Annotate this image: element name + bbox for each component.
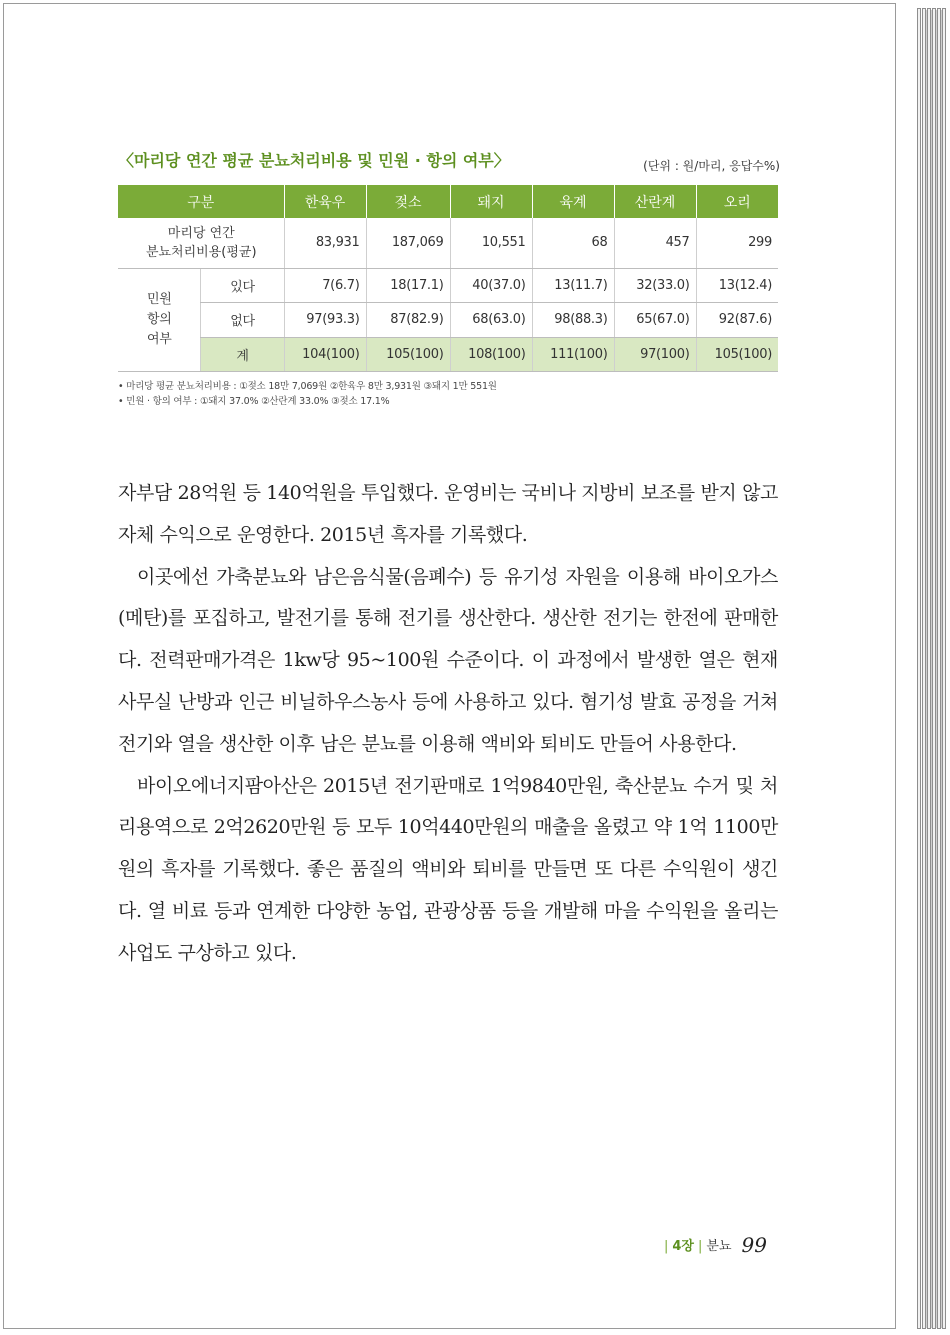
row-label-total: 계 [200, 337, 284, 371]
table-cell: 13(11.7) [532, 268, 614, 302]
table-cell: 108(100) [450, 337, 532, 371]
table-cell: 92(87.6) [696, 302, 778, 337]
table-cell: 13(12.4) [696, 268, 778, 302]
table-cell: 83,931 [284, 218, 366, 268]
table-cell: 105(100) [366, 337, 450, 371]
page-edge [937, 8, 941, 1329]
table-cell: 105(100) [696, 337, 778, 371]
group-label-line1: 민원 [146, 291, 172, 307]
table-cell: 40(37.0) [450, 268, 532, 302]
cost-label [118, 218, 284, 268]
footer-section: 분뇨 [706, 1239, 732, 1254]
table-cell: 187,069 [366, 218, 450, 268]
row-label-yes: 있다 [200, 268, 284, 302]
table-cell: 98(88.3) [532, 302, 614, 337]
group-label-line3: 여부 [146, 331, 172, 347]
table-notes [118, 379, 497, 409]
table-cell: 299 [696, 218, 778, 268]
group-label-line2: 항의 [146, 311, 172, 327]
table-cell: 10,551 [450, 218, 532, 268]
footer-chapter: 4장 [672, 1239, 694, 1254]
table-cell: 457 [614, 218, 696, 268]
table-cell: 87(82.9) [366, 302, 450, 337]
paragraph: 이곳에선 가축분뇨와 남은음식물(음폐수) 등 유기성 자원을 이용해 바이오가스(메탄)를 포집하고, 발전기를 통해 전기를 생산한다. 생산한 전기는 한전에 판매한다. 전력판매가격은 1kw당 95~100원 수준이다. 이 과정에서 발생한 열은 현재 사무실 난방과 인근 비닐하우스농사 등에 사용하고 있다. 혐기성 발효 공정을 거쳐 전기와 열을 생산한 이후 남은 분뇨를 이용해 액비와 퇴비도 만들어 사용한다. [118, 565, 778, 755]
page-edge [942, 8, 946, 1329]
cost-label-line2: 분뇨처리비용(평균) [145, 244, 257, 260]
table-cell: 97(100) [614, 337, 696, 371]
table-title: 〈마리당 연간 평균 분뇨처리비용 및 민원 · 항의 여부〉 [118, 151, 510, 170]
header-duck: 오리 [696, 185, 778, 218]
cost-complaint-table [118, 185, 778, 372]
paragraph: 자부담 28억원 등 140억원을 투입했다. 운영비는 국비나 지방비 보조를 받지 않고 자체 수익으로 운영한다. 2015년 흑자를 기록했다. [118, 482, 778, 546]
table-row-no [118, 302, 778, 337]
table-cell: 68(63.0) [450, 302, 532, 337]
complaint-group-label [118, 268, 200, 371]
table-cell: 68 [532, 218, 614, 268]
table-header-row [118, 185, 778, 218]
table-cell: 18(17.1) [366, 268, 450, 302]
page-edge [922, 8, 926, 1329]
table-note: • 마리당 평균 분뇨처리비용 : ①젖소 18만 7,069원 ②한육우 8만 3,931원 ③돼지 1만 551원 [118, 381, 497, 392]
table-cell: 7(6.7) [284, 268, 366, 302]
table-row-yes [118, 268, 778, 302]
header-layer: 산란계 [614, 185, 696, 218]
header-pig: 돼지 [450, 185, 532, 218]
body-text [118, 473, 778, 975]
page-edge [932, 8, 936, 1329]
header-category: 구분 [118, 185, 284, 218]
cost-label-line1: 마리당 연간 [167, 225, 235, 241]
table-unit: (단위 : 원/마리, 응답수%) [643, 159, 780, 173]
header-hanwoo: 한육우 [284, 185, 366, 218]
header-broiler: 육계 [532, 185, 614, 218]
table-note: • 민원 · 항의 여부 : ①돼지 37.0% ②산란계 33.0% ③젖소 17.1% [118, 396, 390, 407]
footer-divider: | [698, 1239, 703, 1254]
table-cell: 65(67.0) [614, 302, 696, 337]
page-number: 99 [741, 1233, 767, 1257]
header-dairy: 젖소 [366, 185, 450, 218]
paragraph: 바이오에너지팜아산은 2015년 전기판매로 1억9840만원, 축산분뇨 수거 및 처리용역으로 2억2620만원 등 모두 10억440만원의 매출을 올렸고 약 1억 1100만원의 흑자를 기록했다. 좋은 품질의 액비와 퇴비를 만들면 또 다른 수익원이 생긴다. 열 비료 등과 연계한 다양한 농업, 관광상품 등을 개발해 마을 수익원을 올리는 사업도 구상하고 있다. [118, 774, 778, 964]
table-cell: 32(33.0) [614, 268, 696, 302]
page-edge [917, 8, 921, 1329]
table-cell: 104(100) [284, 337, 366, 371]
page-edge [927, 8, 931, 1329]
table-row-cost [118, 218, 778, 268]
table-cell: 111(100) [532, 337, 614, 371]
table-cell: 97(93.3) [284, 302, 366, 337]
table-row-total [118, 337, 778, 371]
page-footer [660, 1233, 767, 1257]
row-label-no: 없다 [200, 302, 284, 337]
footer-divider: | [664, 1239, 669, 1254]
